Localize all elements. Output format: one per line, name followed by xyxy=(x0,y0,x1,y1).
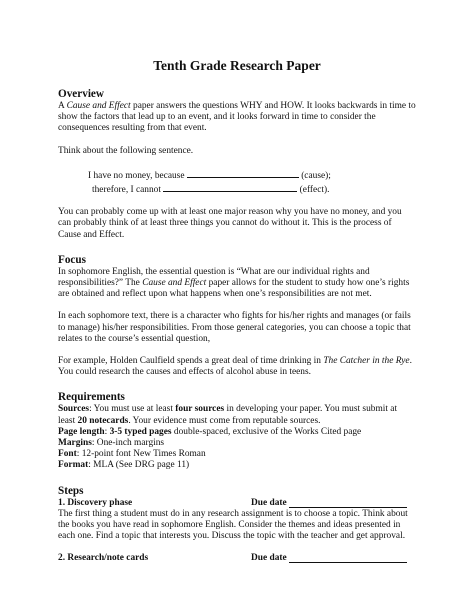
text-run: . You could research the causes and effects of alcohol abuse in teens. xyxy=(58,356,412,378)
text-run: I have no money, because xyxy=(88,170,185,181)
sentence-line-1 xyxy=(88,168,416,182)
bold-label: Sources xyxy=(58,404,90,415)
overview-heading: Overview xyxy=(58,88,104,100)
italic-text: Cause and Effect xyxy=(66,101,131,111)
focus-paragraph-3 xyxy=(58,356,416,378)
page-title: Tenth Grade Research Paper xyxy=(153,58,321,73)
text-run: paper answers the questions WHY and HOW. It looks backwards in time to show the factors that lead up to an event, and it looks forward in time to consider the consequences resulting from that event. xyxy=(58,101,416,134)
blank-line xyxy=(187,168,299,178)
focus-heading: Focus xyxy=(58,253,86,266)
bold-text: 3-5 typed pages xyxy=(109,426,172,437)
focus-paragraph-2: In each sophomore text, there is a character who fights for his/her rights and manages (or fails to manage) his/her responsibilities. From those general categories, you can choose a topic that relates to the course’s essential question, xyxy=(58,311,411,344)
bold-label: Page length xyxy=(58,426,105,437)
text-run: : 12-point font New Times Roman xyxy=(76,449,206,460)
step-2-due-label: Due date xyxy=(251,553,287,564)
text-run: in developing your paper. You must submit at least xyxy=(58,404,398,426)
text-run: : One-inch margins xyxy=(91,438,165,449)
step-1-header xyxy=(58,498,416,509)
requirement-font xyxy=(58,449,416,460)
text-run: therefore, I cannot xyxy=(92,185,161,196)
text-run: double-spaced, exclusive of the Works Cited page xyxy=(171,426,362,437)
steps-heading: Steps xyxy=(58,484,84,497)
italic-text: Cause and Effect xyxy=(142,278,207,289)
text-run: (effect). xyxy=(299,185,330,196)
requirements-heading: Requirements xyxy=(58,391,125,404)
requirement-margins xyxy=(58,438,416,449)
bold-label: Font xyxy=(58,449,77,460)
example-sentence xyxy=(58,168,416,196)
italic-text: The Catcher in the Rye xyxy=(323,356,410,367)
text-run: : xyxy=(104,426,110,437)
step-1-text: The first thing a student must do in any research assignment is to choose a topic. Think about the books you have read in sophomore English. Consider the themes and ideas presented in each one. Find a topic that interests you. Discuss the topic with the teacher and get approval. xyxy=(58,508,408,542)
bold-text: four sources xyxy=(175,404,225,415)
focus-paragraph-1 xyxy=(58,267,416,301)
bold-label: Format xyxy=(58,460,89,471)
overview-paragraph-1 xyxy=(58,101,416,135)
due-date-blank xyxy=(289,553,407,563)
blank-line xyxy=(163,182,297,192)
step-1-due-label: Due date xyxy=(251,497,287,508)
bold-label: Margins xyxy=(58,438,92,449)
text-run: paper allows for the student to study how one’s rights are obtained and reflect upon what happens when one’s responsibilities are not met. xyxy=(58,278,410,300)
requirement-sources xyxy=(58,404,416,426)
step-2-label: 2. Research/note cards xyxy=(58,553,149,564)
text-run: . Your evidence must come from reputable sources. xyxy=(128,415,321,426)
sentence-line-2 xyxy=(88,182,416,196)
overview-paragraph-3: You can probably come up with at least one major reason why you have no money, and you can probably think of at least three things you cannot do without it. This is the process of Cause and Effect. xyxy=(58,207,402,240)
overview-paragraph-2: Think about the following sentence. xyxy=(58,145,194,156)
text-run: : MLA (See DRG page 11) xyxy=(88,460,190,471)
text-run: For example, Holden Caulfield spends a great deal of time drinking in xyxy=(58,356,324,367)
requirement-page-length xyxy=(58,427,416,438)
due-date-blank xyxy=(289,498,407,508)
bold-text: 20 notecards xyxy=(77,415,129,426)
text-run: : You must use at least xyxy=(89,404,176,415)
step-2-header xyxy=(58,553,416,564)
text-run: A xyxy=(58,101,67,111)
step-1-label: 1. Discovery phase xyxy=(58,497,133,508)
text-run: In sophomore English, the essential question is “What are our individual rights and responsibilities?” The xyxy=(58,266,370,289)
text-run: (cause); xyxy=(301,170,331,181)
requirement-format xyxy=(58,460,416,471)
